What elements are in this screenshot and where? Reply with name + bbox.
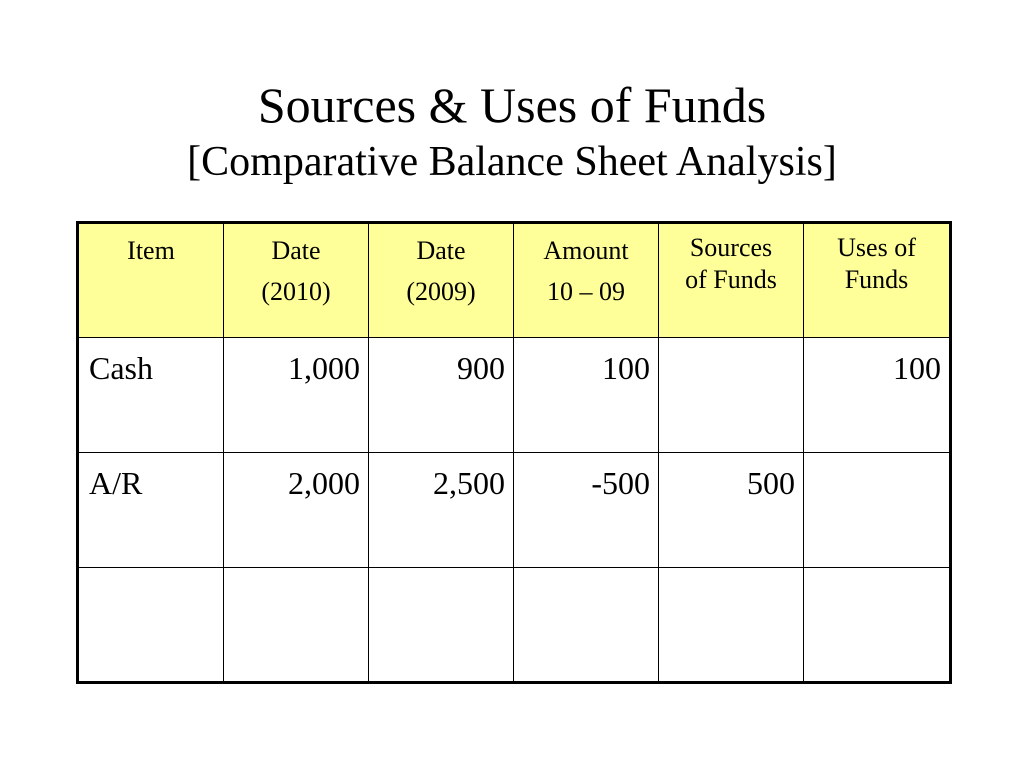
header-sources-line1: Sources [689, 233, 773, 262]
header-sources-of-funds [659, 223, 804, 338]
cell-uses: 100 [804, 338, 951, 453]
cell-sources: 500 [659, 453, 804, 568]
cell-date-2009: 900 [369, 338, 514, 453]
cell-date-2010 [224, 568, 369, 683]
table-row [78, 453, 951, 568]
title-main: Sources & Uses of Funds [257, 77, 767, 133]
table-header-row [78, 223, 951, 338]
title-subtitle: [Comparative Balance Sheet Analysis] [187, 139, 837, 185]
cell-item: Cash [78, 338, 224, 453]
cell-date-2009 [369, 568, 514, 683]
cell-date-2010: 1,000 [224, 338, 369, 453]
header-item-label: Item [127, 236, 175, 265]
header-date-2009-label: Date [416, 236, 466, 265]
cell-sources [659, 338, 804, 453]
header-date-2009 [369, 223, 514, 338]
cell-item [78, 568, 224, 683]
cell-amount: -500 [514, 453, 659, 568]
cell-uses [804, 453, 951, 568]
header-uses-line1: Uses of [837, 233, 916, 262]
cell-date-2009: 2,500 [369, 453, 514, 568]
header-uses-line2: Funds [844, 265, 909, 294]
cell-amount: 100 [514, 338, 659, 453]
cell-uses [804, 568, 951, 683]
cell-amount [514, 568, 659, 683]
header-sources-line2: of Funds [685, 265, 777, 294]
header-date-2010-year: (2010) [261, 277, 331, 306]
cell-date-2010: 2,000 [224, 453, 369, 568]
table-row [78, 568, 951, 683]
table-row [78, 338, 951, 453]
header-uses-of-funds [804, 223, 951, 338]
slide-title [0, 74, 1024, 188]
header-date-2010-label: Date [271, 236, 321, 265]
header-amount [514, 223, 659, 338]
header-amount-label: Amount [543, 236, 629, 265]
sources-uses-table [76, 221, 952, 684]
header-date-2009-year: (2009) [406, 277, 476, 306]
header-amount-range: 10 – 09 [547, 277, 625, 306]
cell-item: A/R [78, 453, 224, 568]
header-date-2010 [224, 223, 369, 338]
cell-sources [659, 568, 804, 683]
header-item [78, 223, 224, 338]
